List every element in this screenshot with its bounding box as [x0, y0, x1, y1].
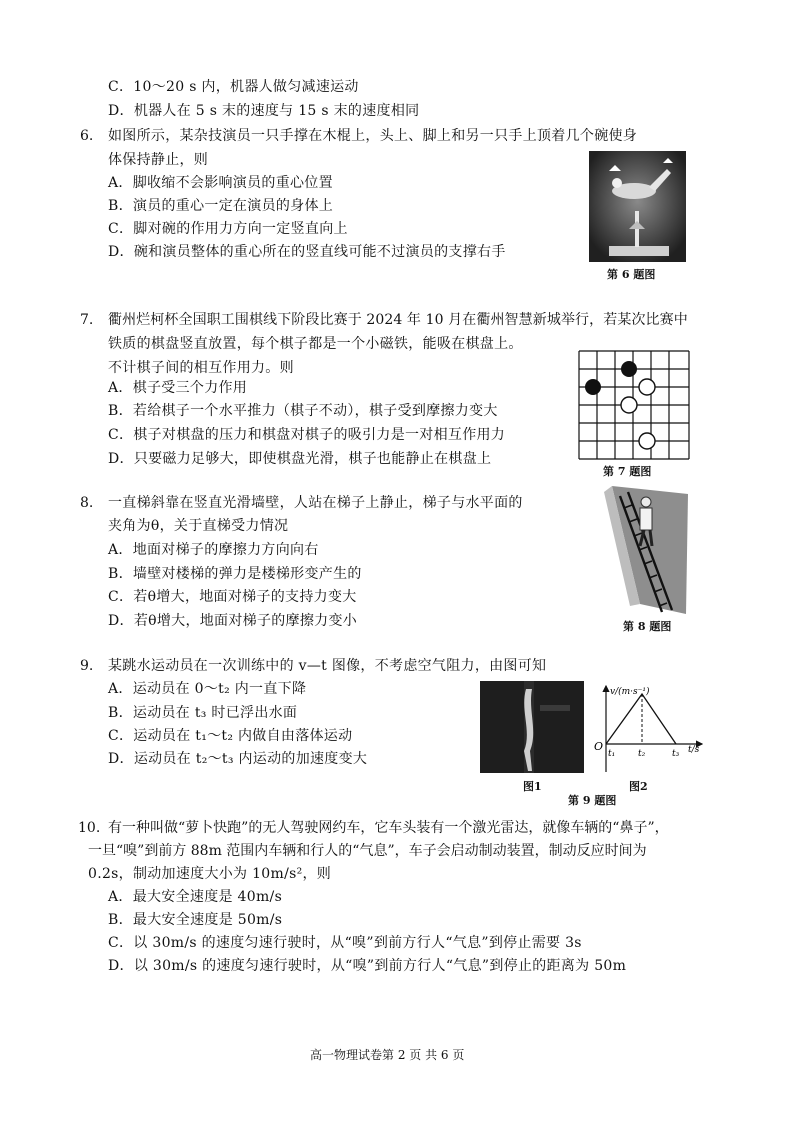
q6-stem-line1: 如图所示，某杂技演员一只手撑在木棍上，头上、脚上和另一只手上顶着几个碗使身	[108, 128, 638, 144]
q10-stem-line2: 一旦“嗅”到前方 88m 范围内车辆和行人的“气息”，车子会启动制动装置，制动反应时间为	[88, 843, 647, 859]
q10-option-d: D．以 30m/s 的速度匀速行驶时，从“嗅”到前方行人“气息”到停止的距离为 50m	[108, 958, 627, 974]
go-stone-black	[621, 361, 637, 377]
q10-option-a: A．最大安全速度是 40m/s	[108, 889, 283, 905]
q7-option-b: B．若给棋子一个水平推力（棋子不动），棋子受到摩擦力变大	[108, 403, 498, 419]
q7-option-a: A．棋子受三个力作用	[108, 380, 248, 396]
go-stone-white	[639, 433, 655, 449]
page-footer: 高一物理试卷第 2 页 共 6 页	[310, 1048, 465, 1062]
q6-acrobat-photo	[589, 151, 686, 262]
q10-number: 10.	[78, 820, 101, 836]
q6-figure-caption: 第 6 题图	[607, 268, 656, 281]
q7-stem-line1: 衢州烂柯杯全国职工围棋线下阶段比赛于 2024 年 10 月在衢州智慧新城举行，若某次比赛中	[108, 312, 688, 328]
q8-stem-line2: 夹角为θ，关于直梯受力情况	[108, 518, 289, 534]
q5-option-d: D．机器人在 5 s 末的速度与 15 s 末的速度相同	[108, 103, 420, 119]
q7-number: 7.	[80, 312, 94, 328]
q7-option-c: C．棋子对棋盘的压力和棋盘对棋子的吸引力是一对相互作用力	[108, 427, 506, 443]
q5-option-c: C．10～20 s 内，机器人做匀减速运动	[108, 79, 359, 95]
q10-stem-line3: 0.2s，制动加速度大小为 10m/s²，则	[88, 866, 332, 882]
q9-figure-caption: 第 9 题图	[568, 794, 617, 807]
q9-option-b: B．运动员在 t₃ 时已浮出水面	[108, 705, 298, 721]
q8-stem-line1: 一直梯斜靠在竖直光滑墙壁，人站在梯子上静止，梯子与水平面的	[108, 495, 523, 511]
q7-stem-line2: 铁质的棋盘竖直放置，每个棋子都是一个小磁铁，能吸在棋盘上。	[108, 336, 523, 352]
q6-option-d: D．碗和演员整体的重心所在的竖直线可能不过演员的支撑右手	[108, 244, 506, 260]
q6-option-b: B．演员的重心一定在演员的身体上	[108, 198, 334, 214]
v-axis-label: v/(m·s⁻¹)	[610, 687, 650, 697]
q6-option-c: C．脚对碗的作用力方向一定竖直向上	[108, 221, 348, 237]
q6-stem-line2: 体保持静止，则	[108, 152, 209, 168]
t3-label: t₃	[672, 749, 680, 759]
q10-stem-line1: 有一种叫做“萝卜快跑”的无人驾驶网约车，它车头装有一个激光雷达，就像车辆的“鼻子”，	[108, 820, 669, 836]
q10-option-b: B．最大安全速度是 50m/s	[108, 912, 283, 928]
q8-ladder-figure	[600, 486, 690, 614]
t1-label: t₁	[608, 749, 616, 759]
q8-option-a: A．地面对梯子的摩擦力方向向右	[108, 542, 319, 558]
q8-number: 8.	[80, 495, 94, 511]
q9-stem: 某跳水运动员在一次训练中的 v—t 图像，不考虑空气阻力，由图可知	[108, 658, 547, 674]
q9-fig2-label: 图2	[629, 780, 648, 793]
q9-number: 9.	[80, 658, 94, 674]
t2-label: t₂	[638, 749, 646, 759]
q7-stem-line3: 不计棋子间的相互作用力。则	[108, 360, 294, 376]
q9-diver-photo	[480, 681, 584, 773]
q7-option-d: D．只要磁力足够大，即使棋盘光滑，棋子也能静止在棋盘上	[108, 451, 492, 467]
q8-option-c: C．若θ增大，地面对梯子的支持力变大	[108, 589, 357, 605]
q10-option-c: C．以 30m/s 的速度匀速行驶时，从“嗅”到前方行人“气息”到停止需要 3s	[108, 935, 582, 951]
q7-go-board-figure	[578, 350, 690, 460]
q9-option-d: D．运动员在 t₂～t₃ 内运动的加速度变大	[108, 751, 368, 767]
q8-figure-caption: 第 8 题图	[623, 620, 672, 633]
go-stone-white	[639, 379, 655, 395]
q7-figure-caption: 第 7 题图	[603, 465, 652, 478]
q9-option-a: A．运动员在 0～t₂ 内一直下降	[108, 681, 307, 697]
t-axis-label: t/s	[688, 745, 700, 755]
q6-number: 6.	[80, 128, 94, 144]
q8-option-d: D．若θ增大，地面对梯子的摩擦力变小	[108, 613, 358, 629]
q9-vt-graph	[588, 682, 714, 778]
vt-curve	[606, 694, 676, 744]
q9-fig1-label: 图1	[523, 780, 542, 793]
q9-option-c: C．运动员在 t₁～t₂ 内做自由落体运动	[108, 728, 353, 744]
q6-option-a: A．脚收缩不会影响演员的重心位置	[108, 175, 333, 191]
q8-option-b: B．墙壁对楼梯的弹力是楼梯形变产生的	[108, 566, 362, 582]
go-stone-black	[585, 379, 601, 395]
origin-label: O	[594, 740, 604, 753]
go-stone-white	[621, 397, 637, 413]
